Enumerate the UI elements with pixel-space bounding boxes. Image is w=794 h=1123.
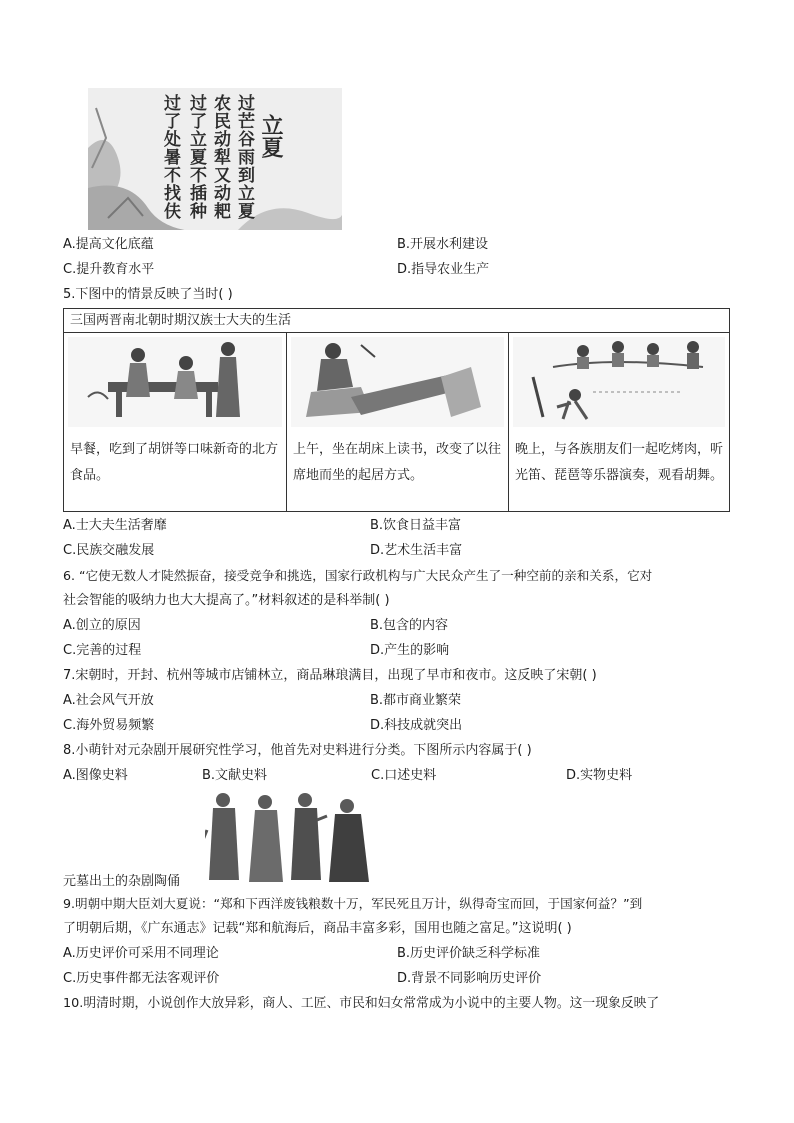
q5-cell-morning [286,333,508,511]
banquet-illustration [68,337,282,427]
poem-column-3: 农民动犁又动耙 [210,94,230,220]
q5-cell-text-3: 晚上，与各族朋友们一起吃烤肉，听光笛、琵琶等乐器演奏，观看胡舞。 [515,442,724,483]
q5-stem: 5.下图中的情景反映了当时( ) [63,287,233,302]
q6-option-b[interactable]: B.包含的内容 [370,618,449,633]
q9-option-d[interactable]: D.背景不同影响历史评价 [397,971,542,986]
q5-option-a[interactable]: A.士大夫生活奢靡 [63,518,167,533]
q5-table-title: 三国两晋南北朝时期汉族士大夫的生活 [64,309,729,333]
q4-option-c[interactable]: C.提升教育水平 [63,262,155,277]
solar-term-poem-image [88,88,342,230]
q5-option-c[interactable]: C.民族交融发展 [63,543,155,558]
q5-cell-evening [508,333,729,511]
q9-option-a[interactable]: A.历史评价可采用不同理论 [63,946,219,961]
q6-option-d[interactable]: D.产生的影响 [370,643,450,658]
q5-cell-text-2: 上午，坐在胡床上读书，改变了以往席地而坐的起居方式。 [293,442,502,483]
q8-stem: 8.小萌针对元杂剧开展研究性学习，他首先对史料进行分类。下图所示内容属于( ) [63,743,532,758]
q7-option-c[interactable]: C.海外贸易频繁 [63,718,155,733]
q8-option-d[interactable]: D.实物史料 [566,768,633,783]
q9-stem-line-1: 9.明朝中期大臣刘大夏说：“郑和下西洋废钱粮数十万，军民死且万计，纵得奇宝而回，于国家何益？”到 [63,896,643,911]
q4-option-b[interactable]: B.开展水利建设 [397,237,489,252]
poem-column-4: 过芒谷雨到立夏 [234,94,254,220]
q9-option-c[interactable]: C.历史事件都无法客观评价 [63,971,220,986]
q4-option-a[interactable]: A.提高文化底蕴 [63,237,154,252]
q5-cell-breakfast [64,333,286,511]
poem-title: 立夏 [258,114,284,158]
q7-stem: 7.宋朝时，开封、杭州等城市店铺林立，商品琳琅满目，出现了早市和夜市。这反映了宋朝( ) [63,668,597,683]
q8-option-c[interactable]: C.口述史料 [371,768,437,783]
q7-option-d[interactable]: D.科技成就突出 [370,718,463,733]
q10-stem: 10.明清时期，小说创作大放异彩，商人、工匠、市民和妇女常常成为小说中的主要人物。这一现象反映了 [63,996,660,1011]
poem-column-1: 过了处暑不找伕 [160,94,180,220]
q6-option-c[interactable]: C.完善的过程 [63,643,142,658]
q6-stem-line-2: 社会智能的吸纳力也大大提高了。”材料叙述的是科举制( ) [63,593,390,608]
figurine-caption: 元墓出土的杂剧陶俑 [63,874,181,889]
q6-stem-line-1: 6. “它使无数人才陡然振奋，接受竞争和挑选，国家行政机构与广大民众产生了一种空前的亲和关系，它对 [63,568,653,583]
q5-option-d[interactable]: D.艺术生活丰富 [370,543,463,558]
q7-option-b[interactable]: B.都市商业繁荣 [370,693,462,708]
q9-option-b[interactable]: B.历史评价缺乏科学标准 [397,946,541,961]
q7-option-a[interactable]: A.社会风气开放 [63,693,154,708]
feast-music-illustration [513,337,725,427]
q9-stem-line-2: 了明朝后期，《广东通志》记载“郑和航海后，商品丰富多彩，国用也随之富足。”这说明( ) [63,921,572,936]
q4-option-d[interactable]: D.指导农业生产 [397,262,490,277]
q8-option-b[interactable]: B.文献史料 [202,768,268,783]
q5-option-b[interactable]: B.饮食日益丰富 [370,518,462,533]
poem-column-2: 过了立夏不插种 [186,94,206,220]
q8-option-a[interactable]: A.图像史料 [63,768,128,783]
yuan-opera-figurines-image [205,790,375,885]
reading-illustration [291,337,504,427]
q6-option-a[interactable]: A.创立的原因 [63,618,141,633]
q5-table [63,308,730,512]
q5-cell-text-1: 早餐，吃到了胡饼等口味新奇的北方食品。 [70,442,279,483]
